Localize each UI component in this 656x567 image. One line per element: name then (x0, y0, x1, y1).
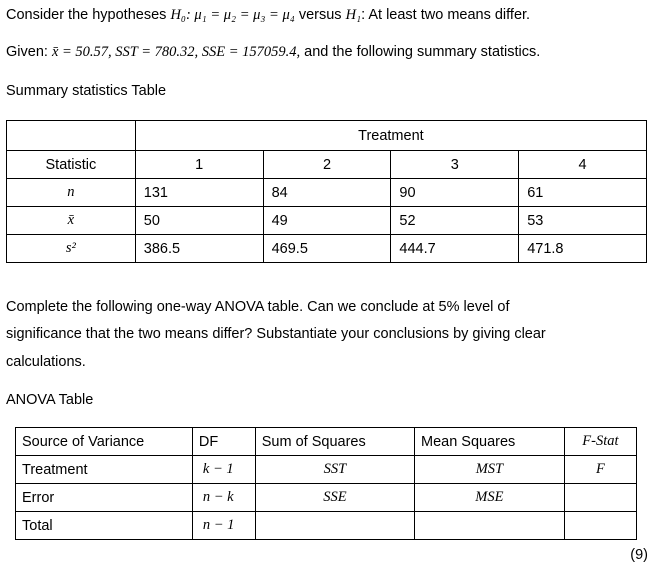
instruction-line-3: calculations. (6, 354, 86, 370)
df-total: n − 1 (192, 512, 255, 540)
df-treatment: k − 1 (192, 456, 255, 484)
summary-row-mean (7, 207, 647, 235)
mean-value-1: 50 (135, 207, 263, 235)
header-ms: Mean Squares (415, 428, 565, 456)
alt-hypothesis: H₁ (345, 7, 362, 23)
n-value-4: 61 (519, 179, 647, 207)
mean-value-4: 53 (519, 207, 647, 235)
row-label-n: n (7, 179, 136, 207)
null-hypothesis: H₀: μ₁ = μ₂ = μ₃ = μ₄ (170, 7, 295, 23)
instruction-text-1: Complete the following one-way ANOVA table. Can we conclude at 5% level of (6, 299, 510, 315)
n-value-1: 131 (135, 179, 263, 207)
anova-row-total (16, 512, 637, 540)
ms-treatment: MST (415, 456, 565, 484)
source-error: Error (16, 484, 193, 512)
mean-value-3: 52 (391, 207, 519, 235)
ss-error: SSE (255, 484, 414, 512)
row-label-variance: s² (7, 235, 136, 263)
given-values: x̄ = 50.57, SST = 780.32, SSE = 157059.4, (51, 44, 301, 60)
instruction-line-2: significance that the two means differ? Substantiate your conclusions by giving clear (6, 326, 546, 342)
treatment-col-4: 4 (519, 151, 647, 179)
summary-statistics-table (6, 120, 647, 263)
anova-table (15, 427, 637, 540)
source-total: Total (16, 512, 193, 540)
anova-row-error (16, 484, 637, 512)
header-ss: Sum of Squares (255, 428, 414, 456)
variance-value-2: 469.5 (263, 235, 391, 263)
source-treatment: Treatment (16, 456, 193, 484)
variance-value-1: 386.5 (135, 235, 263, 263)
f-error (564, 484, 636, 512)
marks-label: (9) (630, 547, 648, 563)
treatment-header: Treatment (135, 121, 646, 151)
mean-value-2: 49 (263, 207, 391, 235)
hypotheses-middle: versus (294, 7, 346, 23)
summary-row-variance (7, 235, 647, 263)
treatment-col-3: 3 (391, 151, 519, 179)
instruction-line-1 (6, 299, 510, 315)
given-suffix: and the following summary statistics. (300, 44, 541, 60)
summary-corner-cell (7, 121, 136, 151)
f-treatment: F (564, 456, 636, 484)
hypotheses-line (6, 7, 530, 24)
anova-header-row (16, 428, 637, 456)
row-label-mean: x̄ (7, 207, 136, 235)
variance-value-3: 444.7 (391, 235, 519, 263)
anova-caption: ANOVA Table (6, 392, 94, 408)
statistic-header: Statistic (7, 151, 136, 179)
summary-header-row-columns (7, 151, 647, 179)
summary-header-row-treatment (7, 121, 647, 151)
given-line (6, 44, 540, 61)
hypotheses-suffix: : At least two means differ. (361, 7, 531, 23)
ss-total (255, 512, 414, 540)
header-source: Source of Variance (16, 428, 193, 456)
treatment-col-1: 1 (135, 151, 263, 179)
f-total (564, 512, 636, 540)
header-df: DF (192, 428, 255, 456)
given-prefix: Given: (6, 44, 52, 60)
ss-treatment: SST (255, 456, 414, 484)
hypotheses-prefix: Consider the hypotheses (6, 7, 171, 23)
n-value-2: 84 (263, 179, 391, 207)
n-value-3: 90 (391, 179, 519, 207)
ms-total (415, 512, 565, 540)
variance-value-4: 471.8 (519, 235, 647, 263)
anova-row-treatment (16, 456, 637, 484)
treatment-col-2: 2 (263, 151, 391, 179)
summary-caption: Summary statistics Table (6, 83, 167, 99)
df-error: n − k (192, 484, 255, 512)
ms-error: MSE (415, 484, 565, 512)
header-fstat: F-Stat (564, 428, 636, 456)
summary-row-n (7, 179, 647, 207)
